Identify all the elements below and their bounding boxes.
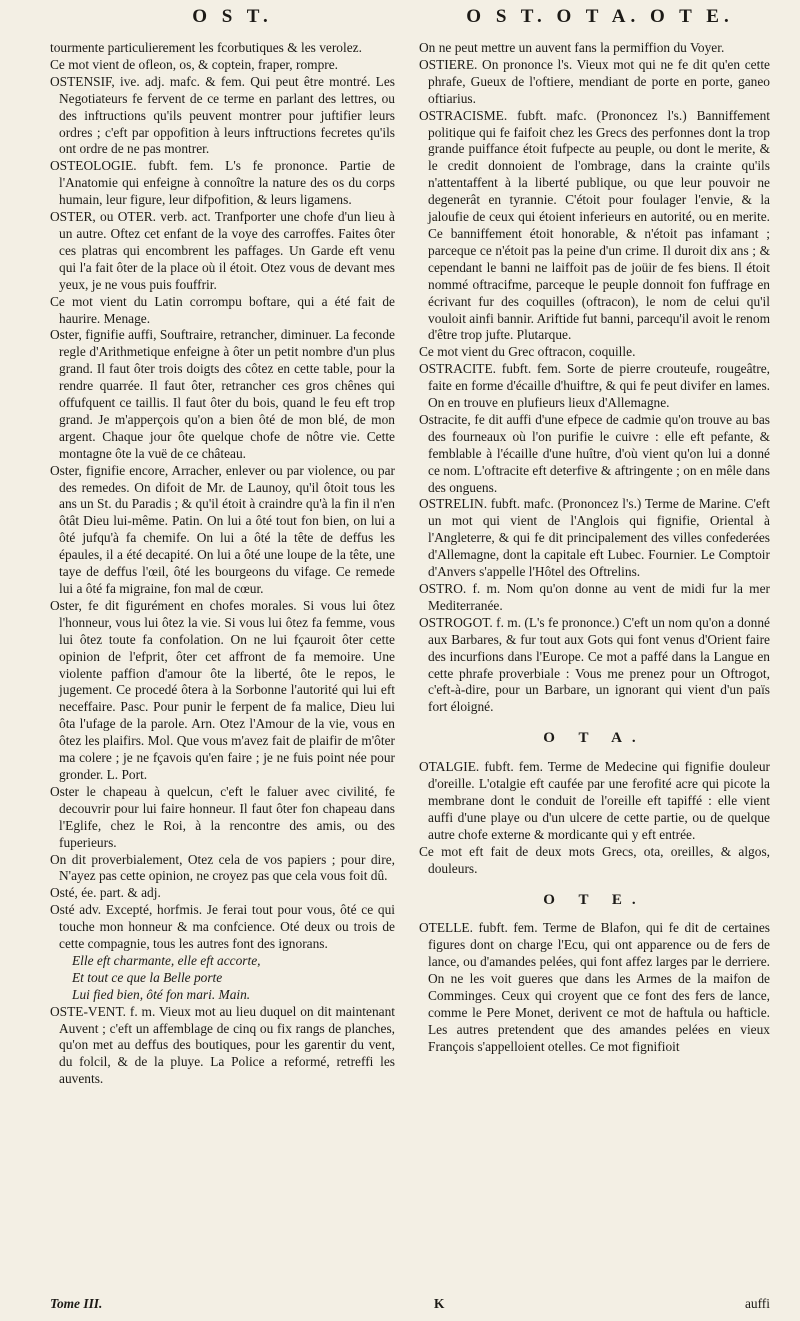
dictionary-entry: Oster, fignifie auffi, Souftraire, retrancher, diminuer. La feconde regle d'Arithmetique enfeigne à ôter un petit nombre d'un plus grand. Il faut ôter trois doigts des côtez en cette table, pour la rendre quarrée. Il faut ôter, retrancher ces gros chênes qui offufquent ce taillis. Il faut ôter du bois, quand le feu eft trop grand. Je m'apperçois qu'on a bien ôté de mon blé, de mon argent. Chaque jour ôte quelque chofe de nôtre vie. Cette montagne ôte la vuë de ce château. [50,327,395,461]
running-head-left: O S T. [192,6,273,27]
dictionary-entry: OSTER, ou OTER. verb. act. Tranfporter une chofe d'un lieu à un autre. Oftez cet enfant de la voye des carroffes. Faites ôter ces platras qui encombrent les paffages. Un Garde eft venu qui l'a fait ôter de la place où il étoit. Otez vous de devant mes yeux, je ne vous puis fouffrir. [50,209,395,292]
dictionary-entry: On ne peut mettre un auvent fans la permiffion du Voyer. [419,40,725,55]
dictionary-entry: Ce mot vient du Grec oftracon, coquille. [419,344,636,360]
volume-label: Tome III. [50,1296,103,1311]
catchword: auffi [744,1296,770,1311]
dictionary-entry: OSTEOLOGIE. fubft. fem. L's fe prononce. Partie de l'Anatomie qui enfeigne à connoître la nature des os du corps humain, leur figure, leur difpofition, & leurs ligamens. [50,158,395,208]
dictionary-entry: OSTRELIN. fubft. mafc. (Prononcez l's.) Terme de Marine. C'eft un mot qui vient de l'Anglois qui fignifie, Oriental à l'Angleterre, & qui fe dit principalement des villes confederées d'Allemagne, dont la capitale eft Lubec. Fournier. Le Comptoir d'Anvers s'appelle l'Hôtel des Oftrelins. [419,496,770,580]
dictionary-entry: OSTE-VENT. f. m. Vieux mot au lieu duquel on dit maintenant Auvent ; c'eft un affemblage de cinq ou fix rangs de planches, qu'on met au deffus des boutiques, pour les garentir du vent, du folcil, & de la pluye. La Police a reformé, retreffi les auvents. [50,1003,395,1087]
dictionary-entry: Ce mot vient du Latin corrompu boftare, qui a été fait de haurire. Menage. [50,293,395,326]
dictionary-entry: Ce mot eft fait de deux mots Grecs, ota, oreilles, & algos, douleurs. [419,843,770,876]
dictionary-entry: OSTRO. f. m. Nom qu'on donne au vent de midi fur la mer Mediterranée. [419,581,770,613]
dictionary-entry: Oster, fe dit figurément en chofes morales. Si vous lui ôtez l'honneur, vous lui ôtez la vie. Si vous lui ôtez fa femme, vous lui ôtez toute fa confolation. On ne lui fçauroit ôter cette opinion de l'efprit, ôter cet affront de fa memoire. Une violente paffion d'amour ôte la liberté, ôte le repos, le jugement. Ce procedé ôtera à la Sorbonne l'autorité qui lui eft neceffaire. Pasc. Pour punir le ferpent de fa malice, Dieu lui ôta l'ufage de la parole. Arn. Otez l'Amour de la vie, vous en ôtez les plaifirs. Mol. Que vous m'avez fait de plaifir de m'ôter ma colere ; je ne fçavois qu'en faire ; je ne fuis point née pour gronder. L. Port. [50,597,395,782]
verse-line: Elle eft charmante, elle eft accorte, [72,952,261,968]
dictionary-entry: OSTRACITE. fubft. fem. Sorte de pierre crouteufe, rougeâtre, faite en forme d'écaille d'huiftre, & qui fe peut divifer en lames. On en trouve en plufieurs lieux d'Allemagne. [419,361,770,411]
dictionary-entry: OSTENSIF, ive. adj. mafc. & fem. Qui peut être montré. Les Negotiateurs fe fervent de ce terme en parlant des lettres, ou des inftructions qu'ils peuvent montrer pour juftifier leurs ordres ; c'eft par oppofition à leurs inftructions fecretes qu'ils ont ordre de ne pas montrer. [50,73,395,157]
dictionary-entry: Osté adv. Excepté, horfmis. Je ferai tout pour vous, ôté ce qui touche mon honneur & ma confcience. Oté deux ou trois de cette compagnie, tous les autres font des ignorans. [50,902,395,952]
dictionary-entry: Ce mot vient de ofleon, os, & coptein, fraper, rompre. [50,56,339,72]
dictionary-entry: OTELLE. fubft. fem. Terme de Blafon, qui fe dit de certaines figures dont on charge l'Ecu, qui ont apparence ou de fers de lance, ou d'amandes pelées, qui font affez larges par le derriere. On ne les voit gueres que dans les Armes de la maifon de Comminges. Ceux qui croyent que ce font des fers de lance, comme le Pere Monet, derivent ce mot de haftula ou hafticle. Les autres pretendent que des amandes pelées en vieux François s'appelloient otelles. Ce mot fignifioit [419,920,770,1054]
section-heading: O T A. [543,730,646,747]
dictionary-entry: OSTRACISME. fubft. mafc. (Prononcez l's.) Banniffement politique qui fe faifoit chez les Grecs des perfonnes dont la trop grande puiffance étoit fufpecte au peuple, ou dont le merite, & le credit donnoient de l'ombrage, dans la crainte qu'ils n'attentaffent à la liberté publique, ou que leur pouvoir ne degenerât en tyrannie. C'étoit pour foulager l'envie, & la jaloufie de ceux qui étoient inferieurs en autorité, ou en merite. Ce banniffement étoit honorable, & n'étoit pas infamant ; parceque ce n'étoit pas la peine d'un crime. Il duroit dix ans ; & cependant le banni ne laiffoit pas de joüir de fes biens. Il étoit nommé oftracifme, parceque le peuple donnoit fon fuffrage en écrivant fur des coquilles (oftracon), le nom de celui qu'il vouloit ainfi bannir. Ariftide fut banni, parcequ'il avoit le renom d'être trop jufte. Plutarque. [419,107,770,343]
section-heading: O T E. [543,891,646,908]
running-head-right: O S T. O T A. O T E. [466,6,734,27]
dictionary-entry: Oster, fignifie encore, Arracher, enlever ou par violence, ou par des remedes. On difoit de Mr. de Launoy, qu'il ôtoit tous les ans un St. du Paradis ; & qu'il étoit à craindre qu'à la fin il n'en ôtât Dieu lui-même. Patin. On lui a ôté tout fon bien, on lui a ôté jufqu'à fa chemife. On lui a ôté la tête de deffus les épaules, il a été decapité. On lui a ôté une loupe de la tête, une taye de deffus l'œil, ôté les bourgeons du vifage. Ce remede lui a ôté fa migraine, fon mal de cœur. [50,462,395,596]
verse-line: Lui fied bien, ôté fon mari. Main. [72,986,251,1002]
dictionary-entry: tourmente particulierement les fcorbutiques & les verolez. [50,40,362,55]
signature-mark: K [434,1296,445,1311]
verse-line: Et tout ce que la Belle porte [72,969,223,985]
dictionary-entry: Ostracite, fe dit auffi d'une efpece de cadmie qu'on trouve au bas des fourneaux où l'on purifie le cuivre : elle eft pefante, & femblable à l'écaille d'une huître, d'où vient qu'on lui a donné ce nom. L'oftracite eft deterfive & aftringente ; on en mêle dans des onguens. [419,411,770,495]
dictionary-entry: Oster le chapeau à quelcun, c'eft le faluer avec civilité, fe decouvrir pour lui faire honneur. Il faut ôter fon chapeau dans l'Eglife, chez le Roi, à la rencontre des amis, ou des fuperieurs. [50,783,395,850]
right-column [419,40,770,1056]
dictionary-entry: On dit proverbialement, Otez cela de vos papiers ; pour dire, N'ayez pas cette opinion, ne croyez pas que cela vous foit dû. [50,851,395,884]
dictionary-entry: OSTROGOT. f. m. (L's fe prononce.) C'eft un nom qu'on a donné aux Barbares, & fur tout aux Gots qui font venus d'Orient faire des incurfions dans l'Europe. Ce mot a paffé dans la Langue en cette phrafe proverbiale : Vous me prenez pour un Oftrogot, c'eft-à-dire, pour un Barbare, un ignorant qui vient d'un païs fort éloigné. [419,614,770,715]
left-column [50,40,395,1088]
dictionary-entry: OSTIERE. On prononce l's. Vieux mot qui ne fe dit qu'en cette phrafe, Gueux de l'oftiere, mendiant de porte en porte, ganeo oftiarius. [419,56,770,106]
dictionary-entry: Osté, ée. part. & adj. [50,885,161,901]
dictionary-entry: OTALGIE. fubft. fem. Terme de Medecine qui fignifie douleur d'oreille. L'otalgie eft caufée par une ferofité acre qui picote la membrane dont le conduit de l'oreille eft tapiffé : elle vient auffi d'une playe ou d'un ulcere de cette partie, ou de quelque autre chofe externe & mordicante qui y eft entrée. [419,759,770,842]
